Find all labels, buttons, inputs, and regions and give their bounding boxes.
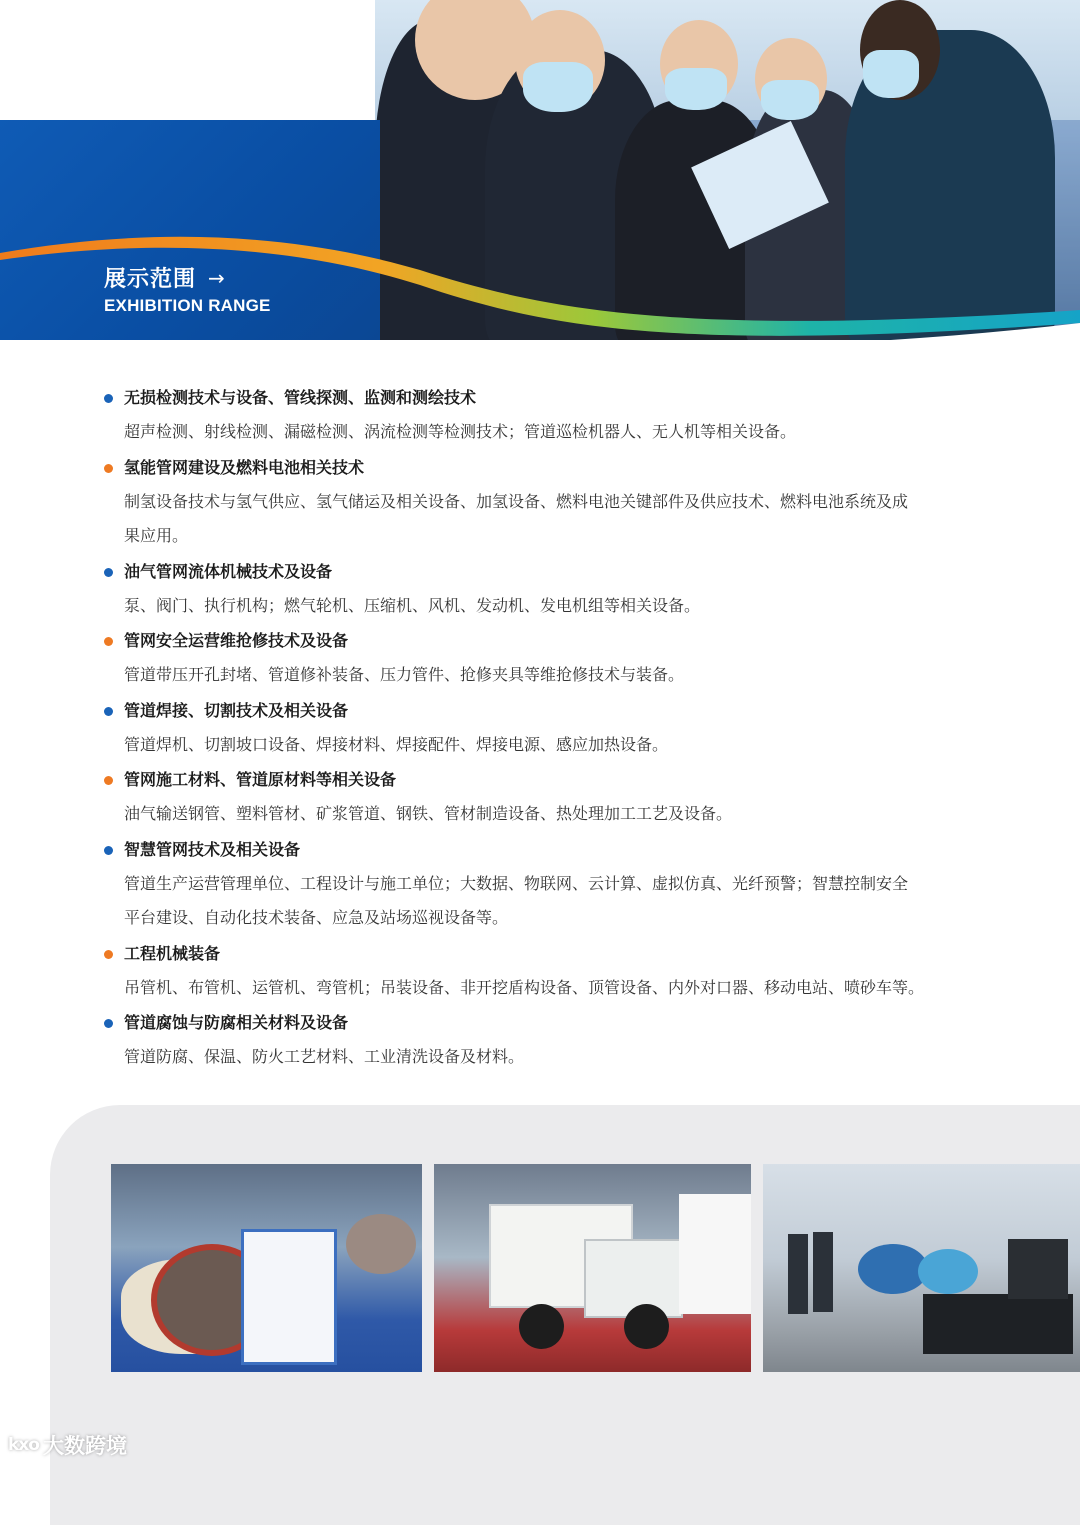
range-item-heading-text: 管网安全运营维抢修技术及设备 [124,631,349,650]
range-item [104,383,994,450]
range-item-heading [104,453,994,483]
face-mask [863,50,919,98]
equipment-case [923,1294,1073,1354]
watermark [8,1430,127,1460]
engine-part [346,1214,416,1274]
range-item-description [104,485,994,554]
description-line: 平台建设、自动化技术装备、应急及站场巡视设备等。 [124,908,509,927]
bullet-dot-icon [104,776,113,785]
face-mask [761,80,819,120]
range-item-heading [104,557,994,587]
range-item [104,696,994,763]
description-line: 管道防腐、保温、防火工艺材料、工业清洗设备及材料。 [124,1047,525,1066]
range-item-description [104,971,994,1006]
range-item-description [104,415,994,450]
bullet-dot-icon [104,637,113,646]
range-item-heading-text: 管道焊接、切割技术及相关设备 [124,700,349,720]
bullet-dot-icon [104,464,113,473]
range-item [104,626,994,693]
range-item-description [104,867,994,936]
bullet-dot-icon [104,707,113,716]
description-line: 果应用。 [124,526,189,545]
vehicle-front [584,1239,683,1318]
visitor-figure [813,1232,833,1312]
section-title-en: EXHIBITION RANGE [104,296,271,315]
range-item [104,557,994,624]
range-item-heading [104,835,994,865]
description-line: 油气输送钢管、塑料管材、矿浆管道、钢铁、管材制造设备、热处理加工工艺及设备。 [124,804,733,823]
section-title-cn: 展示范围 [104,267,197,292]
vehicle-wheel [624,1304,669,1349]
range-item-heading-text: 无损检测技术与设备、管线探测、监测和测绘技术 [124,388,477,407]
range-item-heading [104,765,994,795]
exhibition-booth-wall [679,1194,751,1314]
description-line: 泵、阀门、执行机构；燃气轮机、压缩机、风机、发动机、发电机组等相关设备。 [124,595,701,615]
bullet-dot-icon [104,846,113,855]
description-line: 吊管机、布管机、运管机、弯管机；吊装设备、非开挖盾构设备、顶管设备、内外对口器、移动电站、喷砂车等。 [124,977,925,997]
range-item-heading-text: 油气管网流体机械技术及设备 [124,561,333,581]
range-item-heading [104,696,994,726]
range-item-heading-text: 管道腐蚀与防腐相关材料及设备 [124,1013,349,1032]
bullet-dot-icon [104,1019,113,1028]
range-item [104,835,994,936]
range-item-heading [104,383,994,413]
range-item-description [104,1040,994,1075]
exhibit-photo-vehicle [434,1164,751,1372]
info-display-stand [241,1229,337,1365]
range-item-description [104,728,994,763]
watermark-text: 大数跨境 [42,1434,127,1458]
exhibit-photo-engine [111,1164,422,1372]
description-line: 管道焊机、切割坡口设备、焊接材料、焊接配件、焊接电源、感应加热设备。 [124,734,669,754]
bullet-dot-icon [104,950,113,959]
range-item-heading-text: 工程机械装备 [124,943,221,963]
arrow-right-icon: → [208,266,225,290]
range-item-heading-text: 智慧管网技术及相关设备 [124,839,301,859]
visitor-figure [788,1234,808,1314]
range-item-description [104,658,994,693]
face-mask [523,62,593,112]
control-unit [1008,1239,1068,1299]
range-item-heading [104,939,994,969]
description-line: 管道带压开孔封堵、管道修补装备、压力管件、抢修夹具等维抢修技术与装备。 [124,665,685,684]
description-line: 制氢设备技术与氢气供应、氢气储运及相关设备、加氢设备、燃料电池关键部件及供应技术、燃料电池系统及成 [124,491,909,511]
vehicle-wheel [519,1304,564,1349]
range-item [104,765,994,832]
range-item-heading-text: 氢能管网建设及燃料电池相关技术 [124,457,365,477]
range-item [104,939,994,1006]
description-line: 超声检测、射线检测、漏磁检测、涡流检测等检测技术；管道巡检机器人、无人机等相关设备。 [124,422,797,441]
range-item-description [104,589,994,624]
range-item-heading-text: 管网施工材料、管道原材料等相关设备 [124,770,397,789]
watermark-logo: kxo [8,1435,39,1455]
range-item-description [104,797,994,832]
exhibition-range-list [104,383,994,1078]
header-banner [0,0,1080,355]
description-line: 管道生产运营管理单位、工程设计与施工单位；大数据、物联网、云计算、虚拟仿真、光纤预警；智慧控制安全 [124,873,909,893]
bullet-dot-icon [104,568,113,577]
range-item [104,453,994,554]
range-item [104,1008,994,1075]
face-mask [665,68,727,110]
pipe-equipment [918,1249,978,1294]
range-item-heading [104,626,994,656]
range-item-heading [104,1008,994,1038]
bullet-dot-icon [104,394,113,403]
exhibit-photo-equipment [763,1164,1080,1372]
